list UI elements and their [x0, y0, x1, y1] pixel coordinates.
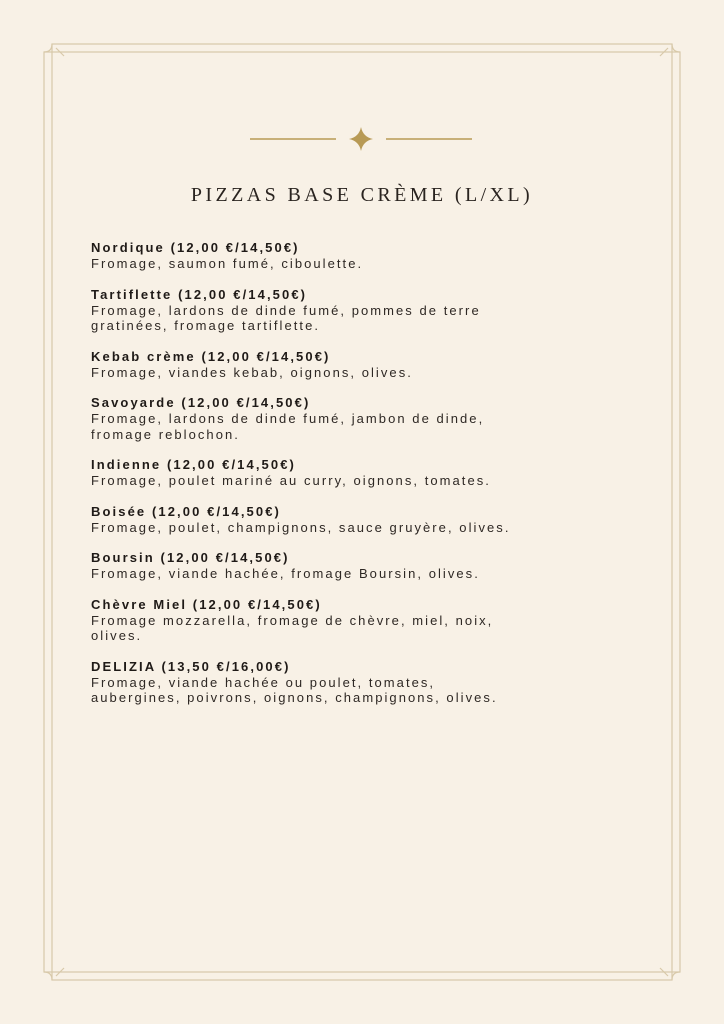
- menu-item-name: Savoyarde: [91, 395, 176, 410]
- menu-item-description: Fromage, viandes kebab, oignons, olives.: [91, 364, 413, 380]
- menu-item: [91, 550, 651, 582]
- menu-item: [91, 395, 651, 442]
- menu-item-price: (12,00 €/14,50€): [166, 457, 296, 472]
- menu-item-heading: [91, 550, 651, 566]
- menu-item-price: (12,00 €/14,50€): [170, 240, 300, 255]
- menu-item: [91, 287, 651, 334]
- menu-item-price: (13,50 €/16,00€): [161, 658, 291, 674]
- menu-item: [91, 659, 651, 706]
- menu-item-description: Fromage mozzarella, fromage de chèvre, miel, noix,: [91, 612, 494, 628]
- menu-item-heading: [91, 457, 651, 473]
- menu-item-name: Nordique: [91, 240, 165, 255]
- menu-item-heading: [91, 395, 651, 411]
- menu-item-description: Fromage, viande hachée ou poulet, tomates,: [91, 674, 436, 690]
- menu-item-price: (12,00 €/14,50€): [151, 503, 281, 519]
- menu-item-price: (12,00 €/14,50€): [160, 550, 290, 565]
- menu-item: [91, 349, 651, 381]
- menu-item-name: Tartiflette: [91, 286, 173, 302]
- menu-item: [91, 240, 651, 272]
- menu-item: [91, 597, 651, 644]
- menu-item: [91, 457, 651, 489]
- menu-list: [91, 240, 651, 721]
- menu-item-heading: [91, 504, 651, 520]
- menu-item-description: Fromage, lardons de dinde fumé, pommes de terre: [91, 302, 481, 318]
- menu-item: [91, 504, 651, 536]
- menu-item-heading: [91, 597, 651, 613]
- menu-item-heading: [91, 659, 651, 675]
- menu-item-price: (12,00 €/14,50€): [192, 596, 322, 612]
- menu-item-name: DELIZIA: [91, 658, 156, 674]
- menu-item-name: Kebab crème: [91, 348, 196, 364]
- menu-item-description: Fromage, lardons de dinde fumé, jambon de dinde,: [91, 411, 485, 426]
- menu-item-name: Chèvre Miel: [91, 596, 188, 612]
- menu-item-name: Boisée: [91, 503, 147, 519]
- page-title: PIZZAS BASE CRÈME (L/XL): [190, 184, 534, 206]
- menu-item-description: olives.: [91, 628, 143, 643]
- four-point-star-icon: [349, 127, 373, 151]
- menu-item-price: (12,00 €/14,50€): [181, 395, 311, 410]
- menu-item-heading: [91, 240, 651, 256]
- divider-ornament: [246, 126, 476, 152]
- menu-item-description: fromage reblochon.: [91, 426, 240, 442]
- menu-item-price: (12,00 €/14,50€): [178, 286, 308, 302]
- menu-item-description: Fromage, saumon fumé, ciboulette.: [91, 256, 364, 271]
- menu-item-description: aubergines, poivrons, oignons, champignons, olives.: [91, 690, 498, 705]
- menu-item-description: Fromage, poulet, champignons, sauce gruyère, olives.: [91, 519, 511, 535]
- menu-item-description: Fromage, poulet mariné au curry, oignons, tomates.: [91, 473, 491, 488]
- menu-item-heading: [91, 349, 651, 365]
- menu-item-heading: [91, 287, 651, 303]
- menu-item-description: Fromage, viande hachée, fromage Boursin, olives.: [91, 566, 480, 581]
- menu-item-name: Boursin: [91, 550, 155, 565]
- menu-item-description: gratinées, fromage tartiflette.: [91, 318, 321, 333]
- menu-item-price: (12,00 €/14,50€): [201, 348, 331, 364]
- menu-item-name: Indienne: [91, 457, 162, 472]
